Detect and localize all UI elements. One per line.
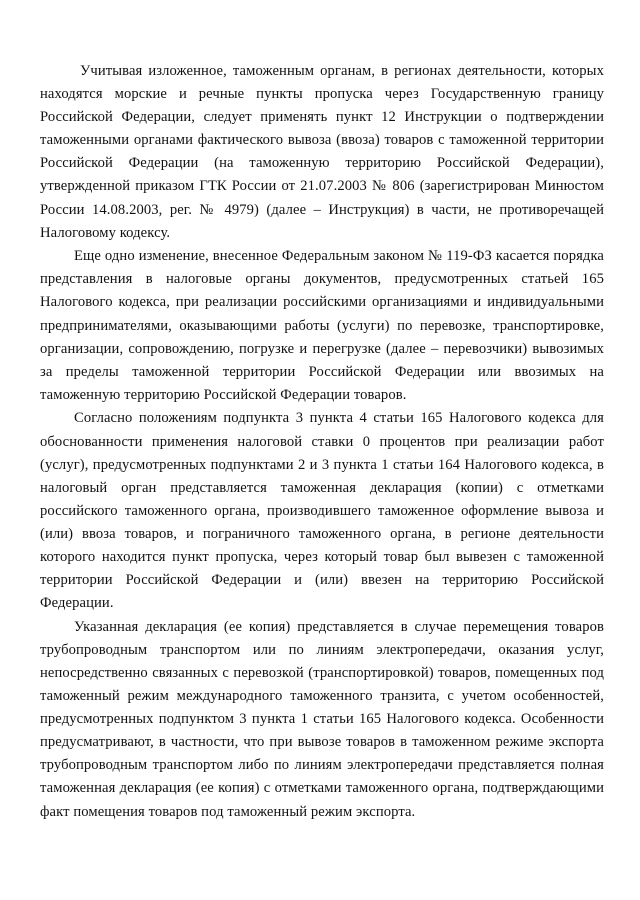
paragraph-3: Согласно положениям подпункта 3 пункта 4 статьи 165 Налогового кодекса для обоснованности применения налоговой ставки 0 процентов при реализации работ (услуг), предусмотренных подпунктами 2 и 3 пункта 1 статьи 164 Налогового кодекса, в налоговый орган представляется таможенная декларация (копии) с отметками российского таможенного органа, производившего таможенное оформление вывоза и (или) ввоза товаров, и пограничного таможенного органа, в регионе деятельности которого находится пункт пропуска, через который товар был вывезен с таможенной территории Российской Федерации и (или) ввезен на территорию Российской Федерации. — [40, 410, 604, 612]
paragraph-1: Учитывая изложенное, таможенным органам, в регионах деятельности, которых находятся морские и речные пункты пропуска через Государственную границу Российской Федерации, следует применять пункт 12 Инструкции о подтверждении таможенными органами фактического вывоза (ввоза) товаров с таможенной территории Российской Федерации (на таможенную территорию Российской Федерации), утвержденной приказом ГТК России от 21.07.2003 № 806 (зарегистрирован Минюстом России 14.08.2003, рег. № 4979) (далее – Инструкция) в части, не противоречащей Налоговому кодексу. — [40, 63, 604, 241]
document-body — [40, 60, 604, 824]
paragraph-4: Указанная декларация (ее копия) представляется в случае перемещения товаров трубопроводным транспортом или по линиям электропередачи, оказания услуг, непосредственно связанных с перевозкой (транспортировкой) товаров, помещенных под таможенный режим международного таможенного транзита, с учетом особенностей, предусмотренных подпунктом 3 пункта 1 статьи 165 Налогового кодекса. Особенности предусматривают, в частности, что при вывозе товаров в таможенном режиме экспорта трубопроводным транспортом либо по линиям электропередачи представляется полная таможенная декларация (ее копия) с отметками таможенного органа, подтверждающими факт помещения товаров под таможенный режим экспорта. — [40, 618, 604, 820]
paragraph-2: Еще одно изменение, внесенное Федеральным законом № 119-ФЗ касается порядка представления в налоговые органы документов, предусмотренных статьей 165 Налогового кодекса, при реализации российскими организациями и индивидуальными предпринимателями, оказывающими работы (услуги) по перевозке, транспортировке, организации, сопровождению, погрузке и перегрузке (далее – перевозчики) вывозимых за пределы таможенной территории Российской Федерации или ввозимых на таможенную территорию Российской Федерации товаров. — [40, 248, 604, 403]
